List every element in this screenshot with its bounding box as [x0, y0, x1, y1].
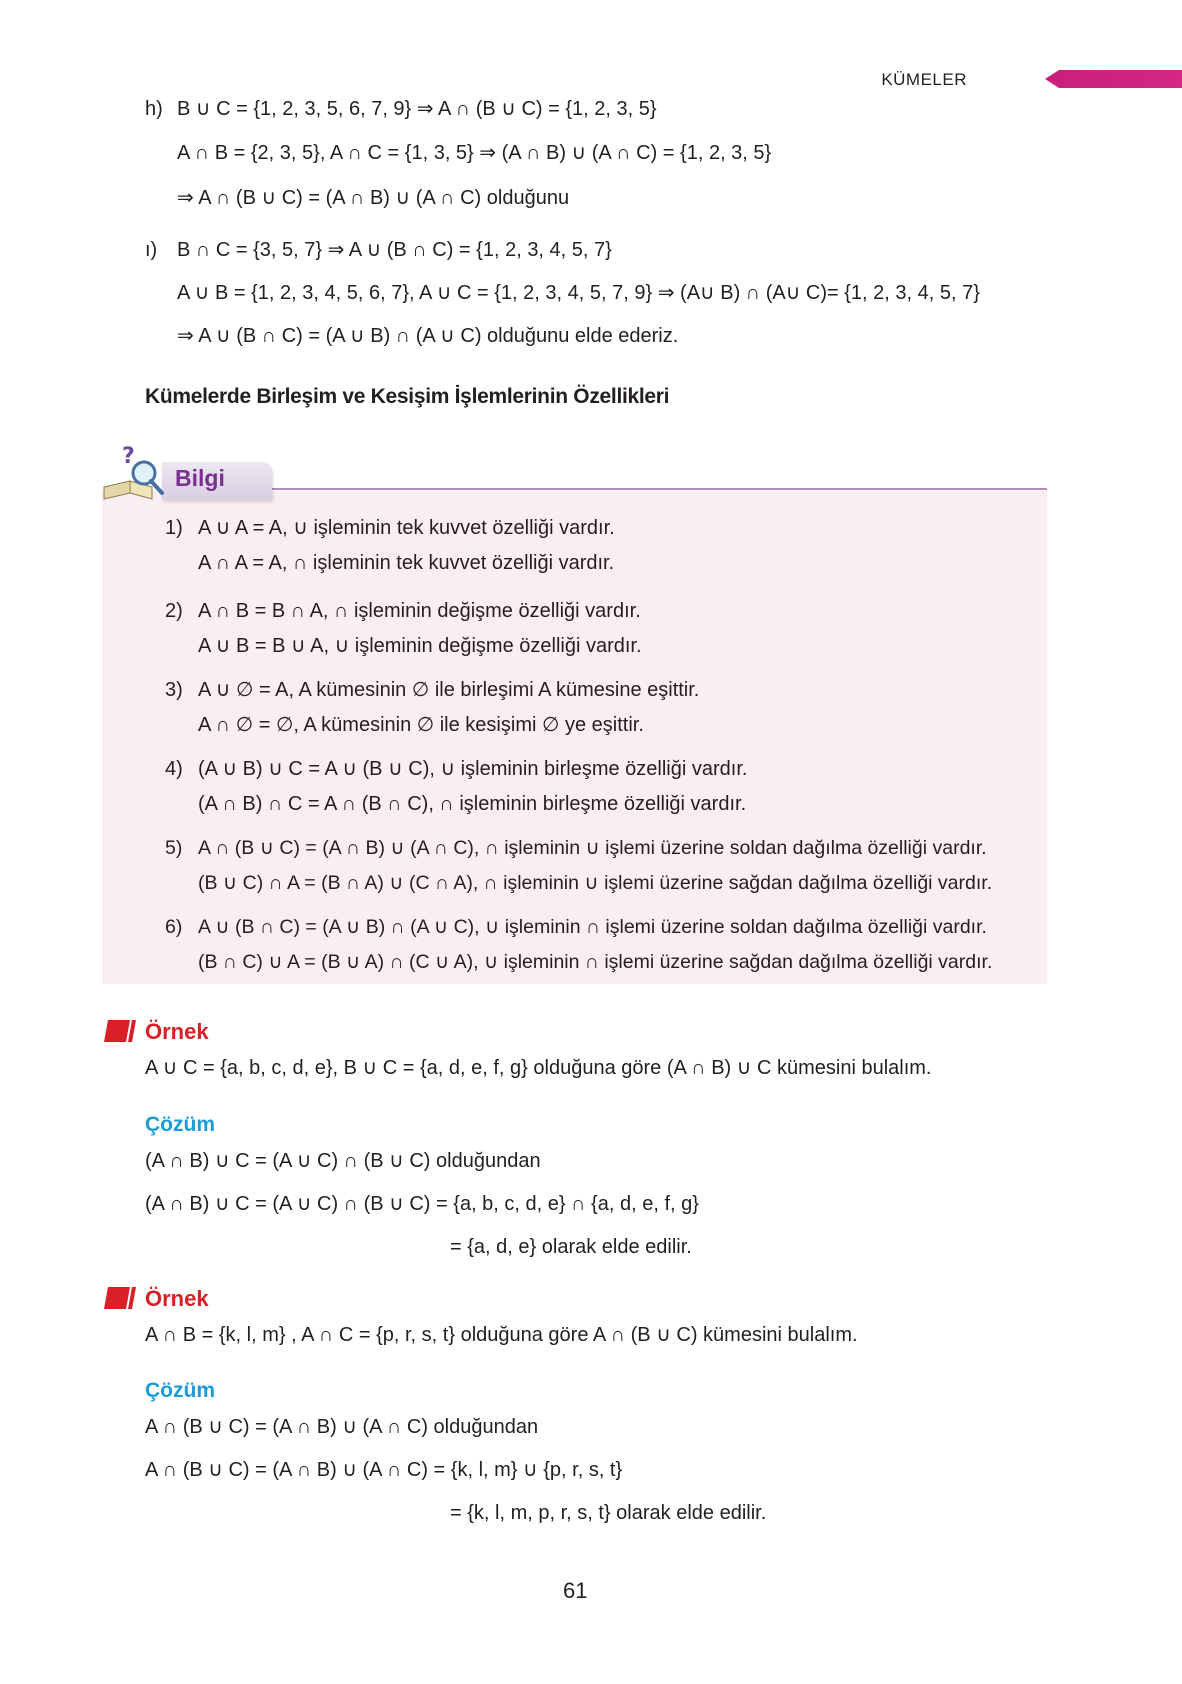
example-1-question: A ∪ C = {a, b, c, d, e}, B ∪ C = {a, d, e, f, g} olduğuna göre (A ∩ B) ∪ C kümesini bulalım. — [145, 1057, 932, 1079]
solution-1-line-3: = {a, d, e} olarak elde edilir. — [450, 1236, 692, 1258]
bilgi-item-6-num: 6) — [165, 916, 183, 938]
solution-2-line-1: A ∩ (B ∪ C) = (A ∩ B) ∪ (A ∩ C) olduğundan — [145, 1416, 539, 1438]
section-title: Kümelerde Birleşim ve Kesişim İşlemlerinin Özellikleri — [145, 385, 670, 408]
solution-2-line-3: = {k, l, m, p, r, s, t} olarak elde edilir. — [450, 1502, 767, 1524]
bilgi-item-1-line-2: A ∩ A = A, ∩ işleminin tek kuvvet özelliği vardır. — [198, 552, 615, 574]
bilgi-divider — [270, 488, 1047, 490]
bilgi-item-1-num: 1) — [165, 517, 183, 539]
example-i-line-1: B ∩ C = {3, 5, 7} ⇒ A ∪ (B ∩ C) = {1, 2, 3, 4, 5, 7} — [177, 239, 612, 261]
solution-1-label: Çözüm — [145, 1113, 215, 1136]
bilgi-item-3-line-1: A ∪ ∅ = A, A kümesinin ∅ ile birleşimi A kümesine eşittir. — [198, 679, 700, 701]
bilgi-item-4-line-2: (A ∩ B) ∩ C = A ∩ (B ∩ C), ∩ işleminin birleşme özelliği vardır. — [198, 793, 747, 815]
bilgi-item-5-num: 5) — [165, 837, 183, 859]
magnifier-book-icon — [100, 443, 170, 503]
svg-text:?: ? — [122, 444, 135, 469]
bilgi-item-6-line-1: A ∪ (B ∩ C) = (A ∪ B) ∩ (A ∪ C), ∪ işleminin ∩ işlemi üzerine soldan dağılma özelliği vardır. — [198, 916, 987, 938]
page-number: 61 — [563, 1578, 588, 1603]
chapter-tab-bar — [1045, 70, 1182, 88]
bilgi-item-2-line-2: A ∪ B = B ∪ A, ∪ işleminin değişme özelliği vardır. — [198, 635, 642, 657]
example-i-line-3: ⇒ A ∪ (B ∩ C) = (A ∪ B) ∩ (A ∪ C) olduğunu elde ederiz. — [177, 325, 679, 347]
example-marker-icon — [102, 1018, 138, 1044]
chapter-title: KÜMELER — [881, 70, 967, 89]
example-marker-icon — [102, 1285, 138, 1311]
example-2-label: Örnek — [145, 1286, 209, 1311]
bilgi-item-1-line-1: A ∪ A = A, ∪ işleminin tek kuvvet özelliği vardır. — [198, 517, 615, 539]
solution-1-line-1: (A ∩ B) ∪ C = (A ∪ C) ∩ (B ∪ C) olduğundan — [145, 1150, 541, 1172]
solution-2-line-2: A ∩ (B ∪ C) = (A ∩ B) ∪ (A ∩ C) = {k, l, m} ∪ {p, r, s, t} — [145, 1459, 623, 1481]
example-2-question: A ∩ B = {k, l, m} , A ∩ C = {p, r, s, t} olduğuna göre A ∩ (B ∪ C) kümesini bulalım. — [145, 1324, 858, 1346]
bilgi-item-2-num: 2) — [165, 600, 183, 622]
example-i-label: ı) — [145, 239, 158, 261]
solution-1-line-2: (A ∩ B) ∪ C = (A ∪ C) ∩ (B ∪ C) = {a, b, c, d, e} ∩ {a, d, e, f, g} — [145, 1193, 699, 1215]
example-h-line-2: A ∩ B = {2, 3, 5}, A ∩ C = {1, 3, 5} ⇒ (A ∩ B) ∪ (A ∩ C) = {1, 2, 3, 5} — [177, 142, 772, 164]
bilgi-item-4-num: 4) — [165, 758, 183, 780]
bilgi-item-5-line-1: A ∩ (B ∪ C) = (A ∩ B) ∪ (A ∩ C), ∩ işleminin ∪ işlemi üzerine soldan dağılma özelliği vardır. — [198, 837, 987, 859]
example-h-label: h) — [145, 98, 163, 120]
bilgi-item-2-line-1: A ∩ B = B ∩ A, ∩ işleminin değişme özelliği vardır. — [198, 600, 641, 622]
bilgi-item-6-line-2: (B ∩ C) ∪ A = (B ∪ A) ∩ (C ∪ A), ∪ işleminin ∩ işlemi üzerine sağdan dağılma özelliği vardır. — [198, 951, 993, 973]
bilgi-item-5-line-2: (B ∪ C) ∩ A = (B ∩ A) ∪ (C ∩ A), ∩ işleminin ∪ işlemi üzerine sağdan dağılma özelliği vardır. — [198, 872, 993, 894]
bilgi-item-3-line-2: A ∩ ∅ = ∅, A kümesinin ∅ ile kesişimi ∅ ye eşittir. — [198, 714, 644, 736]
example-h-line-3: ⇒ A ∩ (B ∪ C) = (A ∩ B) ∪ (A ∩ C) olduğunu — [177, 187, 570, 209]
bilgi-item-4-line-1: (A ∪ B) ∪ C = A ∪ (B ∪ C), ∪ işleminin birleşme özelliği vardır. — [198, 758, 748, 780]
example-h-line-1: B ∪ C = {1, 2, 3, 5, 6, 7, 9} ⇒ A ∩ (B ∪ C) = {1, 2, 3, 5} — [177, 98, 657, 120]
bilgi-item-3-num: 3) — [165, 679, 183, 701]
bilgi-label: Bilgi — [175, 465, 225, 491]
solution-2-label: Çözüm — [145, 1379, 215, 1402]
example-1-label: Örnek — [145, 1019, 209, 1044]
example-i-line-2: A ∪ B = {1, 2, 3, 4, 5, 6, 7}, A ∪ C = {1, 2, 3, 4, 5, 7, 9} ⇒ (A∪ B) ∩ (A∪ C)= {1, 2, 3, 4, 5, 7} — [177, 282, 980, 304]
